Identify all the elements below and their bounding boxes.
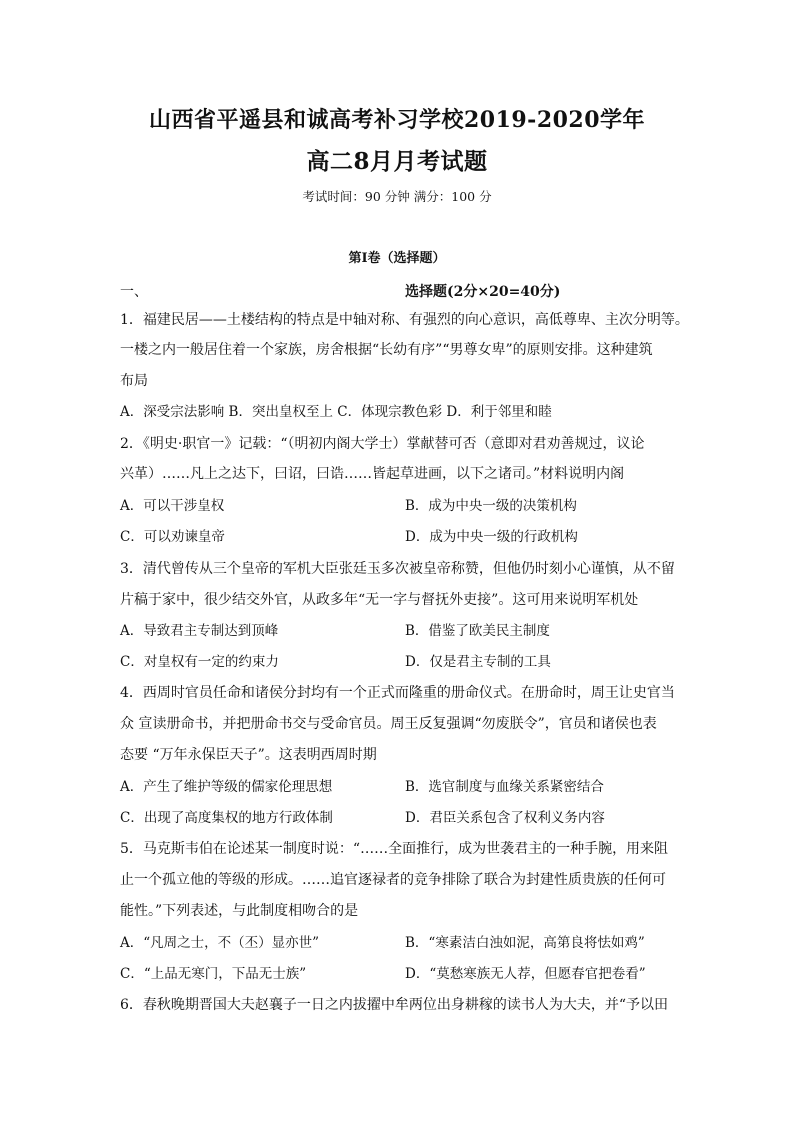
question-2-option-a: A．可以干涉皇权 bbox=[120, 498, 225, 514]
exam-title: 山西省平遥县和诚高考补习学校2019-2020学年 bbox=[148, 107, 646, 133]
question-4-line-1: 4．西周时官员任命和诸侯分封均有一个正式而隆重的册命仪式。在册命时，周王让史官当 bbox=[120, 685, 675, 701]
section-title: 第Ⅰ卷（选择题） bbox=[348, 251, 446, 266]
question-3-option-c: C．对皇权有一定的约束力 bbox=[120, 654, 279, 670]
question-1-line-3: 布局 bbox=[120, 373, 148, 389]
question-1-line-1: 1．福建民居——土楼结构的特点是中轴对称、有强烈的向心意识，高低尊卑、主次分明等。 bbox=[120, 312, 689, 328]
question-6-line-1: 6．春秋晚期晋国大夫赵襄子一日之内拔擢中牟两位出身耕稼的读书人为大夫，并“予以田 bbox=[120, 997, 669, 1013]
question-4-line-3: 态要 “万年永保臣天子”。这表明西周时期 bbox=[120, 747, 377, 763]
question-5-option-d: D．“莫愁寒族无人荐，但愿春官把卷看” bbox=[405, 966, 646, 982]
question-4-option-a: A．产生了维护等级的儒家伦理思想 bbox=[120, 779, 333, 795]
question-2-option-c: C．可以劝谏皇帝 bbox=[120, 529, 225, 545]
question-3-line-2: 片稿于家中，很少结交外官，从政多年“无一字与督抚外吏接”。这可用来说明军机处 bbox=[120, 592, 639, 608]
question-5-line-3: 能性。”下列表述，与此制度相吻合的是 bbox=[120, 903, 359, 919]
question-2-line-2: 兴革）……凡上之达下，曰诏，曰诰……皆起草进画，以下之诸司。”材料说明内阁 bbox=[120, 466, 625, 482]
question-1-line-2: 一楼之内一般居住着一个家族，房舍根据“长幼有序”“男尊女卑”的原则安排。这种建筑 bbox=[120, 342, 653, 358]
part-number: 一、 bbox=[120, 284, 148, 300]
question-2-line-1: 2．《明史·职官一》记载：“（明初内阁大学士）掌献替可否（意即对君劝善规过，议论 bbox=[120, 436, 645, 452]
exam-subtitle: 高二8月月考试题 bbox=[306, 148, 488, 175]
question-5-option-c: C．“上品无寒门，下品无士族” bbox=[120, 966, 307, 982]
question-2-option-b: B．成为中央一级的决策机构 bbox=[405, 498, 577, 514]
question-5-option-b: B．“寒素洁白浊如泥，高第良将怯如鸡” bbox=[405, 935, 645, 951]
question-4-option-c: C．出现了高度集权的地方行政体制 bbox=[120, 810, 333, 826]
question-1-options: A．深受宗法影响 B．突出皇权至上 C．体现宗教色彩 D．利于邻里和睦 bbox=[120, 404, 552, 420]
question-3-option-a: A．导致君主专制达到顶峰 bbox=[120, 623, 279, 639]
question-3-line-1: 3．清代曾传从三个皇帝的军机大臣张廷玉多次被皇帝称赞，但他仍时刻小心谨慎，从不留 bbox=[120, 561, 675, 577]
question-5-line-1: 5．马克斯韦伯在论述某一制度时说：“……全面推行，成为世袭君主的一种手腕，用来阻 bbox=[120, 841, 669, 857]
question-5-line-2: 止一个孤立他的等级的形成。……追官逐禄者的竞争排除了联合为封建性质贵族的任何可 bbox=[120, 872, 666, 888]
part-label: 选择题(2分×20=40分) bbox=[405, 284, 561, 300]
question-2-option-d: D．成为中央一级的行政机构 bbox=[405, 529, 578, 545]
question-5-option-a: A．“凡周之士，不（丕）显亦世” bbox=[120, 935, 320, 951]
question-3-option-b: B．借鉴了欧美民主制度 bbox=[405, 623, 550, 639]
question-4-option-d: D．君臣关系包含了权利义务内容 bbox=[405, 810, 605, 826]
question-4-line-2: 众 宣读册命书，并把册命书交与受命官员。周王反复强调“勿废朕令”，官员和诸侯也表 bbox=[120, 716, 657, 732]
exam-meta: 考试时间：90 分钟 满分：100 分 bbox=[302, 189, 492, 204]
question-4-option-b: B．选官制度与血缘关系紧密结合 bbox=[405, 779, 604, 795]
question-3-option-d: D．仅是君主专制的工具 bbox=[405, 654, 551, 670]
